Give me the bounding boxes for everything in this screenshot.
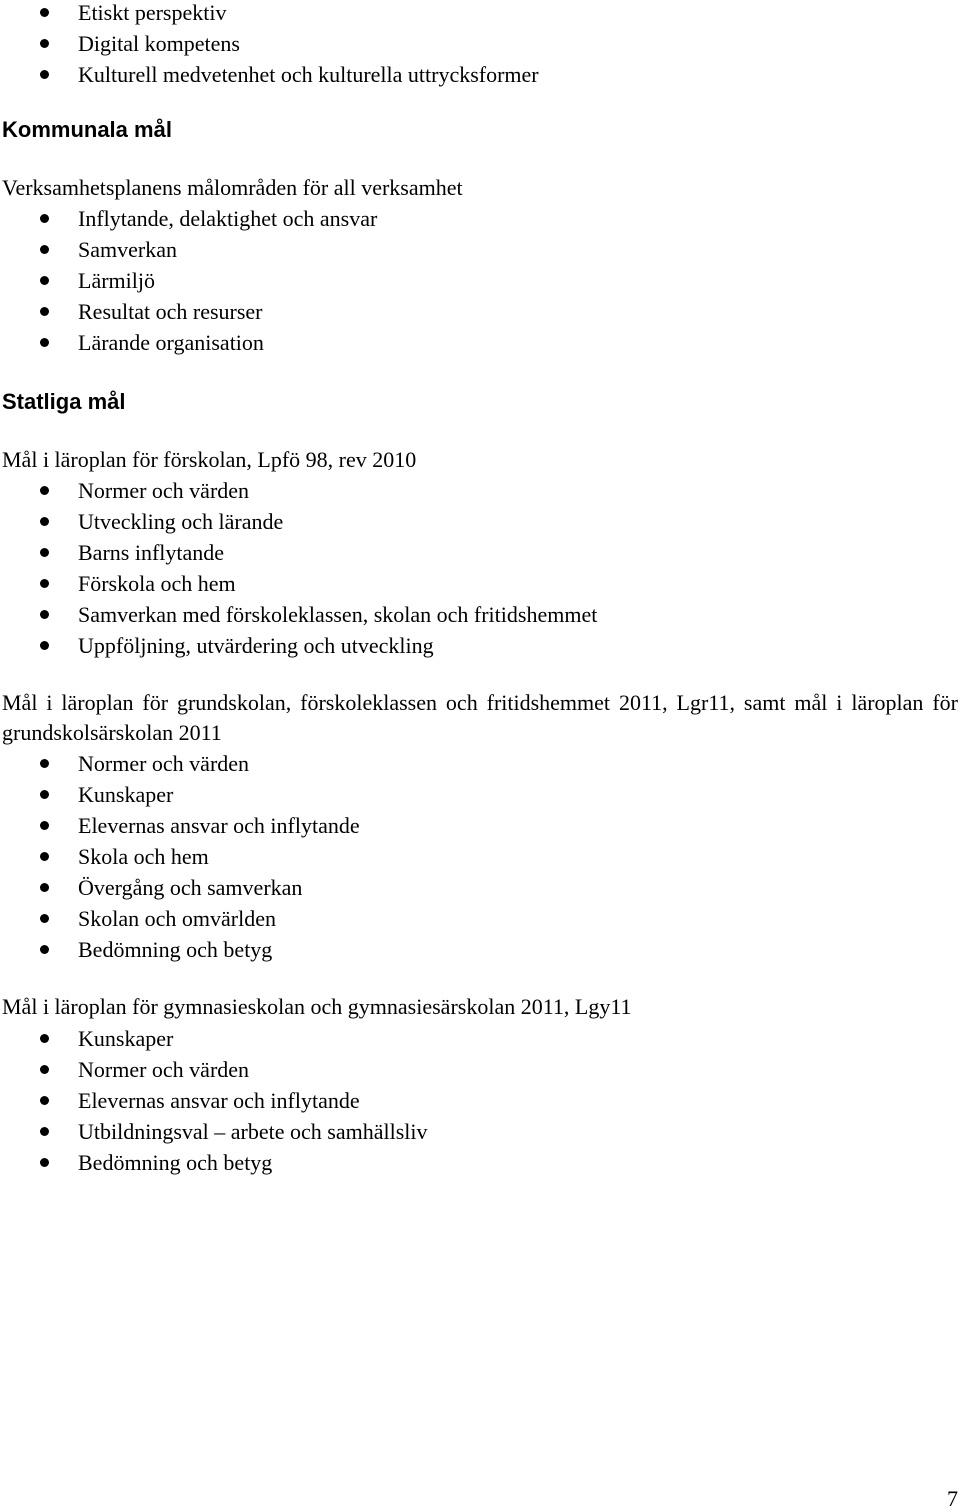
forskolan-list-block	[0, 478, 960, 664]
bullet-icon	[40, 517, 49, 526]
bullet-icon	[40, 338, 49, 347]
list-item-text: Förskola och hem	[78, 571, 236, 596]
bullet-icon	[40, 790, 49, 799]
bullet-icon	[40, 486, 49, 495]
list-item-text: Elevernas ansvar och inflytande	[78, 1088, 360, 1113]
list-item-text: Uppföljning, utvärdering och utveckling	[78, 633, 434, 658]
bullet-icon	[40, 821, 49, 830]
list-item	[0, 540, 960, 571]
list-item	[0, 299, 960, 330]
bullet-icon	[40, 1065, 49, 1074]
gymnasieskolan-bullet-list	[0, 1026, 960, 1181]
list-item	[0, 1088, 960, 1119]
forskolan-bullet-list	[0, 478, 960, 664]
list-item-text: Utveckling och lärande	[78, 509, 284, 534]
bullet-icon	[40, 1096, 49, 1105]
bullet-icon	[40, 1034, 49, 1043]
list-item	[0, 268, 960, 299]
top-list-block	[0, 0, 960, 93]
list-item-text: Etiskt perspektiv	[78, 0, 227, 25]
bullet-icon	[40, 945, 49, 954]
list-item	[0, 633, 960, 664]
list-item-text: Utbildningsval – arbete och samhällsliv	[78, 1119, 428, 1144]
list-item-text: Elevernas ansvar och inflytande	[78, 813, 360, 838]
bullet-icon	[40, 852, 49, 861]
page-number: 7	[947, 1486, 958, 1511]
gymnasieskolan-intro: Mål i läroplan för gymnasieskolan och gymnasiesärskolan 2011, Lgy11	[2, 994, 632, 1019]
list-item	[0, 62, 960, 93]
list-item	[0, 237, 960, 268]
list-item-text: Skolan och omvärlden	[78, 906, 276, 931]
top-bullet-list	[0, 0, 960, 93]
list-item	[0, 906, 960, 937]
section-heading-kommunala: Kommunala mål	[2, 117, 172, 142]
list-item-text: Normer och värden	[78, 1057, 250, 1082]
bullet-icon	[40, 641, 49, 650]
list-item	[0, 1150, 960, 1181]
bullet-icon	[40, 276, 49, 285]
forskolan-intro: Mål i läroplan för förskolan, Lpfö 98, rev 2010	[2, 447, 417, 472]
list-item-text: Kunskaper	[78, 1026, 174, 1051]
bullet-icon	[40, 610, 49, 619]
kommunala-list-block	[0, 206, 960, 361]
list-item-text: Normer och värden	[78, 751, 250, 776]
bullet-icon	[40, 214, 49, 223]
list-item	[0, 813, 960, 844]
list-item	[0, 509, 960, 540]
list-item-text: Bedömning och betyg	[78, 937, 273, 962]
bullet-icon	[40, 914, 49, 923]
grundskolan-intro: Mål i läroplan för grundskolan, förskoleklassen och fritidshemmet 2011, Lgr11, samt mål i läroplan för grundskolsärskolan 2011	[2, 690, 958, 745]
list-item	[0, 937, 960, 968]
list-item	[0, 1026, 960, 1057]
list-item-text: Skola och hem	[78, 844, 209, 869]
list-item	[0, 0, 960, 31]
bullet-icon	[40, 1127, 49, 1136]
grundskolan-list-block	[0, 751, 960, 968]
list-item-text: Samverkan	[78, 237, 177, 262]
list-item	[0, 1057, 960, 1088]
bullet-icon	[40, 548, 49, 557]
list-item-text: Normer och värden	[78, 478, 250, 503]
list-item	[0, 478, 960, 509]
list-item	[0, 1119, 960, 1150]
list-item	[0, 571, 960, 602]
list-item	[0, 844, 960, 875]
gymnasieskolan-list-block	[0, 1026, 960, 1181]
section-heading-statliga: Statliga mål	[2, 389, 126, 414]
list-item	[0, 330, 960, 361]
bullet-icon	[40, 8, 49, 17]
list-item-text: Kulturell medvetenhet och kulturella uttrycksformer	[78, 62, 539, 87]
bullet-icon	[40, 579, 49, 588]
list-item	[0, 875, 960, 906]
list-item-text: Barns inflytande	[78, 540, 225, 565]
grundskolan-bullet-list	[0, 751, 960, 968]
bullet-icon	[40, 883, 49, 892]
kommunala-intro: Verksamhetsplanens målområden för all verksamhet	[2, 175, 463, 200]
bullet-icon	[40, 70, 49, 79]
list-item-text: Lärande organisation	[78, 330, 264, 355]
kommunala-bullet-list	[0, 206, 960, 361]
bullet-icon	[40, 759, 49, 768]
list-item-text: Inflytande, delaktighet och ansvar	[78, 206, 378, 231]
list-item	[0, 602, 960, 633]
list-item	[0, 31, 960, 62]
list-item-text: Resultat och resurser	[78, 299, 263, 324]
list-item	[0, 782, 960, 813]
list-item	[0, 751, 960, 782]
bullet-icon	[40, 39, 49, 48]
list-item	[0, 206, 960, 237]
list-item-text: Digital kompetens	[78, 31, 240, 56]
list-item-text: Lärmiljö	[78, 268, 155, 293]
bullet-icon	[40, 307, 49, 316]
bullet-icon	[40, 245, 49, 254]
list-item-text: Samverkan med förskoleklassen, skolan och fritidshemmet	[78, 602, 598, 627]
list-item-text: Kunskaper	[78, 782, 174, 807]
list-item-text: Bedömning och betyg	[78, 1150, 273, 1175]
bullet-icon	[40, 1158, 49, 1167]
list-item-text: Övergång och samverkan	[78, 875, 303, 900]
